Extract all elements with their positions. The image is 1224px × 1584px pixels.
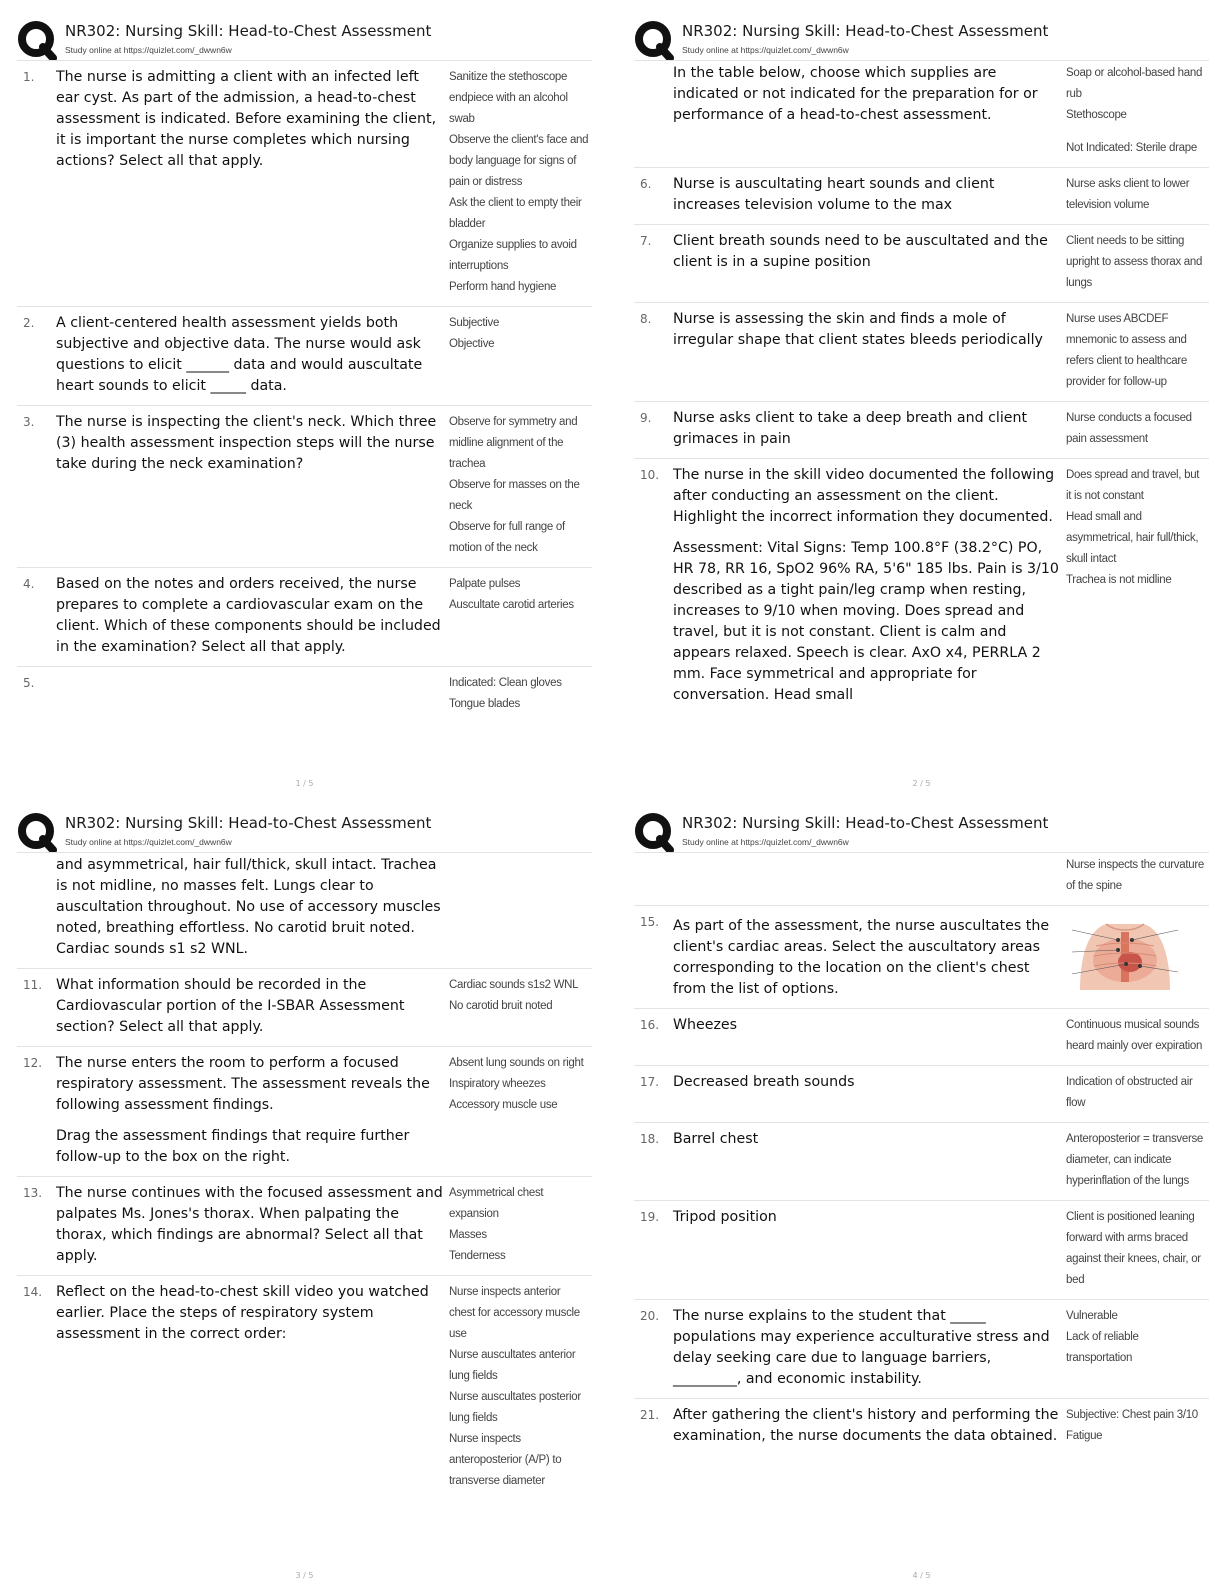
card-number: 11. bbox=[23, 978, 43, 992]
term-text: Assessment: Vital Signs: Temp 100.8°F (38.2°C) PO, HR 78, RR 16, SpO2 96% RA, 5'6" 185 lbs. Pain is 3/10 described as a tight pain/leg cramp when resting, increases to 9/10 when moving. Does spread and travel, but it is not constant. Client is calm and appears relaxed. Speech is clear. AxO x4, PERRLA 2 mm. Face symmetrical and appropriate for conversation. Head small bbox=[673, 540, 1059, 703]
card-definition bbox=[1063, 309, 1206, 393]
card-definition bbox=[1063, 912, 1206, 1000]
card-row bbox=[634, 459, 1209, 714]
card-number: 19. bbox=[640, 1210, 660, 1224]
term-text: The nurse explains to the student that _____ populations may experience acculturative stress and delay seeking care due to language barriers, _________, and economic instability. bbox=[673, 1308, 1050, 1387]
card-row bbox=[17, 667, 592, 723]
card-term bbox=[56, 1183, 446, 1267]
page-3 bbox=[17, 810, 592, 1580]
definition-line: Indication of obstructed air flow bbox=[1066, 1076, 1193, 1109]
card-term bbox=[56, 1282, 446, 1492]
definition-line: No carotid bruit noted bbox=[449, 1000, 553, 1012]
card-definition bbox=[446, 1053, 589, 1168]
card-number: 3. bbox=[23, 415, 35, 429]
term-text: Decreased breath sounds bbox=[673, 1074, 855, 1090]
card-term bbox=[56, 1053, 446, 1168]
definition-line: Nurse inspects anterior chest for accessory muscle use bbox=[449, 1286, 580, 1340]
card-row bbox=[634, 1399, 1209, 1455]
definition-line: Observe for masses on the neck bbox=[449, 479, 580, 512]
definition-line: Palpate pulses bbox=[449, 578, 521, 590]
card-row bbox=[17, 406, 592, 568]
definition-line: Continuous musical sounds heard mainly over expiration bbox=[1066, 1019, 1203, 1052]
card-term bbox=[673, 174, 1063, 216]
definition-line: Vulnerable bbox=[1066, 1310, 1118, 1322]
definition-line: Fatigue bbox=[1066, 1430, 1103, 1442]
card-number bbox=[634, 855, 673, 897]
card-definition bbox=[1063, 465, 1206, 706]
quizlet-logo-icon bbox=[17, 812, 57, 852]
card-row bbox=[17, 1177, 592, 1276]
card-definition bbox=[1063, 1306, 1206, 1390]
term-text: Tripod position bbox=[673, 1209, 777, 1225]
chest-auscultation-diagram-image bbox=[1066, 916, 1184, 990]
term-text: The nurse in the skill video documented the following after conducting an assessment on the client. Highlight the incorrect information they documented. bbox=[673, 467, 1055, 525]
card-term bbox=[673, 1405, 1063, 1447]
term-text: and asymmetrical, hair full/thick, skull intact. Trachea is not midline, no masses felt. Lungs clear to auscultation throughout. No use of accessory muscles noted, breathing effortless. No carotid bruit noted. Cardiac sounds s1 s2 WNL. bbox=[56, 857, 441, 957]
page-1 bbox=[17, 18, 592, 788]
definition-line: Absent lung sounds on right bbox=[449, 1057, 584, 1069]
card-definition bbox=[446, 313, 589, 397]
card-row bbox=[634, 303, 1209, 402]
source-link[interactable]: Study online at https://quizlet.com/_dwwn6w bbox=[65, 45, 232, 55]
card-row bbox=[634, 61, 1209, 168]
page-header bbox=[17, 810, 592, 853]
definition-line: Does spread and travel, but it is not constant bbox=[1066, 469, 1200, 502]
definition-line: Nurse asks client to lower television volume bbox=[1066, 178, 1190, 211]
card-number: 18. bbox=[640, 1132, 660, 1146]
card-number: 21. bbox=[640, 1408, 660, 1422]
term-text: Nurse is auscultating heart sounds and client increases television volume to the max bbox=[673, 176, 995, 213]
definition-line: Not Indicated: Sterile drape bbox=[1066, 142, 1197, 154]
card-number: 10. bbox=[640, 468, 660, 482]
term-text: Nurse asks client to take a deep breath and client grimaces in pain bbox=[673, 410, 1028, 447]
card-number bbox=[17, 855, 56, 960]
term-text: Reflect on the head-to-chest skill video you watched earlier. Place the steps of respiratory system assessment in the correct order: bbox=[56, 1284, 429, 1342]
definition-line: Soap or alcohol-based hand rub bbox=[1066, 67, 1203, 100]
card-number: 1. bbox=[23, 70, 35, 84]
definition-line: Client needs to be sitting upright to assess thorax and lungs bbox=[1066, 235, 1203, 289]
card-number: 8. bbox=[640, 312, 652, 326]
card-term bbox=[673, 309, 1063, 393]
card-row bbox=[634, 853, 1209, 906]
card-term bbox=[56, 574, 446, 658]
page-number: 2 / 5 bbox=[912, 779, 931, 788]
card-number: 7. bbox=[640, 234, 652, 248]
definition-line: Subjective bbox=[449, 317, 500, 329]
card-number: 2. bbox=[23, 316, 35, 330]
card-term bbox=[673, 1129, 1063, 1192]
definition-line: Subjective: Chest pain 3/10 bbox=[1066, 1409, 1198, 1421]
card-definition bbox=[1063, 408, 1206, 450]
definition-line: Perform hand hygiene bbox=[449, 281, 557, 293]
page-header bbox=[634, 18, 1209, 61]
source-link[interactable]: Study online at https://quizlet.com/_dwwn6w bbox=[682, 45, 849, 55]
page-number: 1 / 5 bbox=[295, 779, 314, 788]
definition-line: Anteroposterior = transverse diameter, can indicate hyperinflation of the lungs bbox=[1066, 1133, 1204, 1187]
term-text: In the table below, choose which supplies are indicated or not indicated for the preparation for or performance of a head-to-chest assessment. bbox=[673, 65, 1038, 123]
quizlet-logo-icon bbox=[17, 20, 57, 60]
page-header bbox=[634, 810, 1209, 853]
definition-line: Ask the client to empty their bladder bbox=[449, 197, 582, 230]
term-text: Client breath sounds need to be auscultated and the client is in a supine position bbox=[673, 233, 1048, 270]
card-row bbox=[634, 168, 1209, 225]
card-term bbox=[673, 1072, 1063, 1114]
card-definition bbox=[446, 412, 589, 559]
definition-line: Auscultate carotid arteries bbox=[449, 599, 574, 611]
card-term bbox=[673, 912, 1063, 1000]
definition-line: Tongue blades bbox=[449, 698, 520, 710]
card-row bbox=[634, 402, 1209, 459]
card-definition bbox=[1063, 63, 1206, 159]
document-title: NR302: Nursing Skill: Head-to-Chest Assessment bbox=[682, 814, 1049, 832]
page-4 bbox=[634, 810, 1209, 1580]
definition-line: Observe the client's face and body language for signs of pain or distress bbox=[449, 134, 589, 188]
definition-line: Observe for full range of motion of the neck bbox=[449, 521, 565, 554]
card-definition bbox=[446, 673, 589, 715]
card-definition bbox=[1063, 174, 1206, 216]
card-term bbox=[673, 855, 1063, 897]
term-text: A client-centered health assessment yields both subjective and objective data. The nurse would ask questions to elicit ______ data and would auscultate heart sounds to elicit _____ data. bbox=[56, 315, 423, 394]
definition-line: Nurse conducts a focused pain assessment bbox=[1066, 412, 1192, 445]
definition-line: Nurse auscultates posterior lung fields bbox=[449, 1391, 581, 1424]
definition-line: Head small and asymmetrical, hair full/thick, skull intact bbox=[1066, 511, 1199, 565]
definition-line: Observe for symmetry and midline alignment of the trachea bbox=[449, 416, 578, 470]
card-definition bbox=[446, 574, 589, 658]
definition-line: Accessory muscle use bbox=[449, 1099, 558, 1111]
definition-line: Objective bbox=[449, 338, 495, 350]
card-row bbox=[17, 307, 592, 406]
card-term bbox=[673, 1015, 1063, 1057]
quizlet-logo-icon bbox=[634, 812, 674, 852]
card-definition bbox=[1063, 1405, 1206, 1447]
card-row bbox=[634, 1009, 1209, 1066]
quizlet-logo-icon bbox=[634, 20, 674, 60]
card-definition bbox=[1063, 1072, 1206, 1114]
card-definition bbox=[446, 67, 589, 298]
page-number: 4 / 5 bbox=[912, 1571, 931, 1580]
card-number: 20. bbox=[640, 1309, 660, 1323]
card-number: 6. bbox=[640, 177, 652, 191]
document-title: NR302: Nursing Skill: Head-to-Chest Assessment bbox=[682, 22, 1049, 40]
term-text: The nurse enters the room to perform a focused respiratory assessment. The assessment reveals the following assessment findings. bbox=[56, 1055, 430, 1113]
card-row bbox=[17, 568, 592, 667]
card-row bbox=[634, 1066, 1209, 1123]
card-row bbox=[634, 1300, 1209, 1399]
card-term bbox=[673, 63, 1063, 159]
definition-line: Tenderness bbox=[449, 1250, 506, 1262]
term-text: Drag the assessment findings that require further follow-up to the box on the right. bbox=[56, 1128, 410, 1165]
source-link[interactable]: Study online at https://quizlet.com/_dwwn6w bbox=[682, 837, 849, 847]
definition-line: Sanitize the stethoscope endpiece with an alcohol swab bbox=[449, 71, 568, 125]
definition-line: Indicated: Clean gloves bbox=[449, 677, 562, 689]
card-definition bbox=[1063, 1015, 1206, 1057]
card-number: 9. bbox=[640, 411, 652, 425]
card-term bbox=[56, 313, 446, 397]
definition-line: Nurse inspects the curvature of the spine bbox=[1066, 859, 1204, 892]
definition-line: Stethoscope bbox=[1066, 109, 1127, 121]
card-number: 12. bbox=[23, 1056, 43, 1070]
card-row bbox=[17, 61, 592, 307]
card-term bbox=[673, 1306, 1063, 1390]
definition-line: Client is positioned leaning forward with arms braced against their knees, chair, or bed bbox=[1066, 1211, 1201, 1286]
term-text: After gathering the client's history and performing the examination, the nurse documents the data obtained. bbox=[673, 1407, 1059, 1444]
definition-line: Organize supplies to avoid interruptions bbox=[449, 239, 577, 272]
page-2 bbox=[634, 18, 1209, 788]
definition-line: Nurse inspects anteroposterior (A/P) to transverse diameter bbox=[449, 1433, 562, 1487]
card-row bbox=[634, 906, 1209, 1009]
card-row bbox=[17, 969, 592, 1047]
term-text: Nurse is assessing the skin and finds a mole of irregular shape that client states bleeds periodically bbox=[673, 311, 1043, 348]
card-term bbox=[673, 465, 1063, 706]
definition-line: Nurse uses ABCDEF mnemonic to assess and refers client to healthcare provider for follow-up bbox=[1066, 313, 1188, 388]
card-number: 13. bbox=[23, 1186, 43, 1200]
card-number: 17. bbox=[640, 1075, 660, 1089]
card-definition bbox=[1063, 1129, 1206, 1192]
definition-line: Trachea is not midline bbox=[1066, 574, 1172, 586]
card-term bbox=[56, 67, 446, 298]
card-row bbox=[634, 1123, 1209, 1201]
card-definition bbox=[446, 975, 589, 1038]
card-row bbox=[634, 225, 1209, 303]
definition-line: Inspiratory wheezes bbox=[449, 1078, 546, 1090]
definition-line: Asymmetrical chest expansion bbox=[449, 1187, 544, 1220]
card-number: 14. bbox=[23, 1285, 43, 1299]
term-text: As part of the assessment, the nurse auscultates the client's cardiac areas. Select the auscultatory areas corresponding to the location on the client's chest from the list of options. bbox=[673, 918, 1050, 997]
definition-line: Nurse auscultates anterior lung fields bbox=[449, 1349, 576, 1382]
source-link[interactable]: Study online at https://quizlet.com/_dwwn6w bbox=[65, 837, 232, 847]
card-number: 5. bbox=[23, 676, 35, 690]
card-term bbox=[56, 412, 446, 559]
card-term bbox=[56, 673, 446, 715]
definition-line: Lack of reliable transportation bbox=[1066, 1331, 1139, 1364]
card-definition bbox=[1063, 231, 1206, 294]
card-definition bbox=[1063, 855, 1206, 897]
term-text: What information should be recorded in the Cardiovascular portion of the I-SBAR Assessment section? Select all that apply. bbox=[56, 977, 405, 1035]
term-text: The nurse is inspecting the client's neck. Which three (3) health assessment inspection steps will the nurse take during the neck examination? bbox=[56, 414, 437, 472]
term-text: Wheezes bbox=[673, 1017, 738, 1033]
definition-line: Masses bbox=[449, 1229, 487, 1241]
card-term bbox=[56, 855, 446, 960]
page-header bbox=[17, 18, 592, 61]
card-row bbox=[17, 1276, 592, 1500]
term-text: Barrel chest bbox=[673, 1131, 759, 1147]
card-number: 4. bbox=[23, 577, 35, 591]
card-row bbox=[17, 1047, 592, 1177]
card-definition bbox=[446, 855, 589, 960]
card-definition bbox=[446, 1183, 589, 1267]
card-term bbox=[56, 975, 446, 1038]
document-title: NR302: Nursing Skill: Head-to-Chest Assessment bbox=[65, 22, 432, 40]
term-text: The nurse continues with the focused assessment and palpates Ms. Jones's thorax. When palpating the thorax, which findings are abnormal? Select all that apply. bbox=[56, 1185, 443, 1264]
card-definition bbox=[446, 1282, 589, 1492]
card-number: 16. bbox=[640, 1018, 660, 1032]
card-number bbox=[634, 63, 673, 159]
card-definition bbox=[1063, 1207, 1206, 1291]
page-number: 3 / 5 bbox=[295, 1571, 314, 1580]
card-term bbox=[673, 1207, 1063, 1291]
card-row bbox=[634, 1201, 1209, 1300]
card-term bbox=[673, 231, 1063, 294]
document-title: NR302: Nursing Skill: Head-to-Chest Assessment bbox=[65, 814, 432, 832]
definition-line: Cardiac sounds s1s2 WNL bbox=[449, 979, 579, 991]
card-term bbox=[673, 408, 1063, 450]
card-number: 15. bbox=[640, 915, 660, 929]
term-text: The nurse is admitting a client with an infected left ear cyst. As part of the admission, a head-to-chest assessment is indicated. Before examining the client, it is important the nurse completes which nursing actions? Select all that apply. bbox=[56, 69, 437, 169]
card-row bbox=[17, 853, 592, 969]
term-text: Based on the notes and orders received, the nurse prepares to complete a cardiovascular exam on the client. Which of these components should be included in the examination? Select all that apply. bbox=[56, 576, 441, 655]
